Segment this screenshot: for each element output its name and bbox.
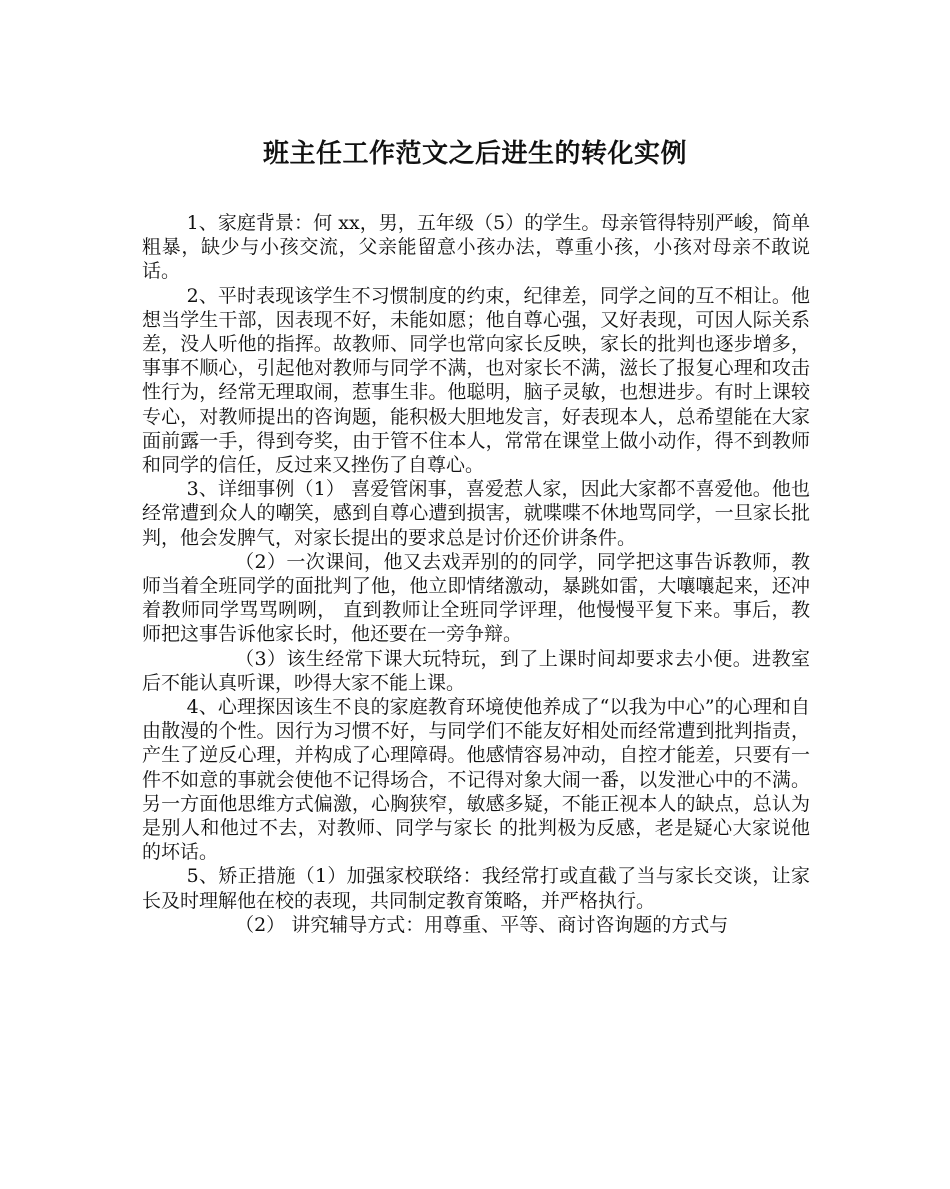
- paragraph-detailed-example-3: （3）该生经常下课大玩特玩，到了上课时间却要求去小便。进教室后不能认真听课，吵得大家不能上课。: [142, 647, 810, 694]
- paragraph-usual-behavior: 2、平时表现该学生不习惯制度的约束，纪律差，同学之间的互不相让。他想当学生干部，因表现不好，未能如愿；他自尊心强，又好表现，可因人际关系差，没人听他的指挥。故教师、同学也常向家长反映，家长的批判也逐步增多，事事不顺心，引起他对教师与同学不满，也对家长不满，滋长了报复心理和攻击性行为，经常无理取闹，惹事生非。他聪明，脑子灵敏，也想进步。有时上课较专心，对教师提出的咨询题，能积极大胆地发言，好表现本人，总希望能在大家面前露一手，得到夸奖，由于管不住本人，常常在课堂上做小动作，得不到教师和同学的信任，反过来又挫伤了自尊心。: [142, 284, 810, 477]
- document-body: [142, 211, 810, 937]
- paragraph-corrective-measures-1: 5、矫正措施（1）加强家校联络：我经常打或直截了当与家长交谈，让家长及时理解他在校的表现，共同制定教育策略，并严格执行。: [142, 865, 810, 912]
- paragraph-detailed-example-2: （2）一次课间，他又去戏弄别的的同学，同学把这事告诉教师，教师当着全班同学的面批判了他，他立即情绪激动，暴跳如雷，大嚷嚷起来，还冲着教师同学骂骂咧咧， 直到教师让全班同学评理，他慢慢平复下来。事后，教师把这事告诉他家长时，他还要在一旁争辩。: [142, 550, 810, 646]
- paragraph-corrective-measures-2: （2） 讲究辅导方式：用尊重、平等、商讨咨询题的方式与: [235, 913, 729, 936]
- document-title: 班主任工作范文之后进生的转化实例: [262, 139, 687, 169]
- paragraph-psychological-cause: 4、心理探因该生不良的家庭教育环境使他养成了“以我为中心”的心理和自由散漫的个性。因行为习惯不好，与同学们不能友好相处而经常遭到批判指责，产生了逆反心理，并构成了心理障碍。他感情容易冲动，自控才能差，只要有一件不如意的事就会使他不记得场合，不记得对象大闹一番，以发泄心中的不满。另一方面他思维方式偏激，心胸狭窄，敏感多疑，不能正视本人的缺点，总认为是别人和他过不去，对教师、同学与家长 的批判极为反感，老是疑心大家说他的坏话。: [142, 696, 810, 864]
- paragraph-detailed-example-1: 3、详细事例（1） 喜爱管闲事，喜爱惹人家，因此大家都不喜爱他。他也经常遭到众人的嘲笑，感到自尊心遭到损害，就喋喋不休地骂同学，一旦家长批判，他会发脾气，对家长提出的要求总是讨价还价讲条件。: [142, 478, 810, 549]
- paragraph-family-background: 1、家庭背景：何 xx，男，五年级（5）的学生。母亲管得特别严峻，简单粗暴，缺少与小孩交流，父亲能留意小孩办法，尊重小孩，小孩对母亲不敢说话。: [142, 212, 810, 283]
